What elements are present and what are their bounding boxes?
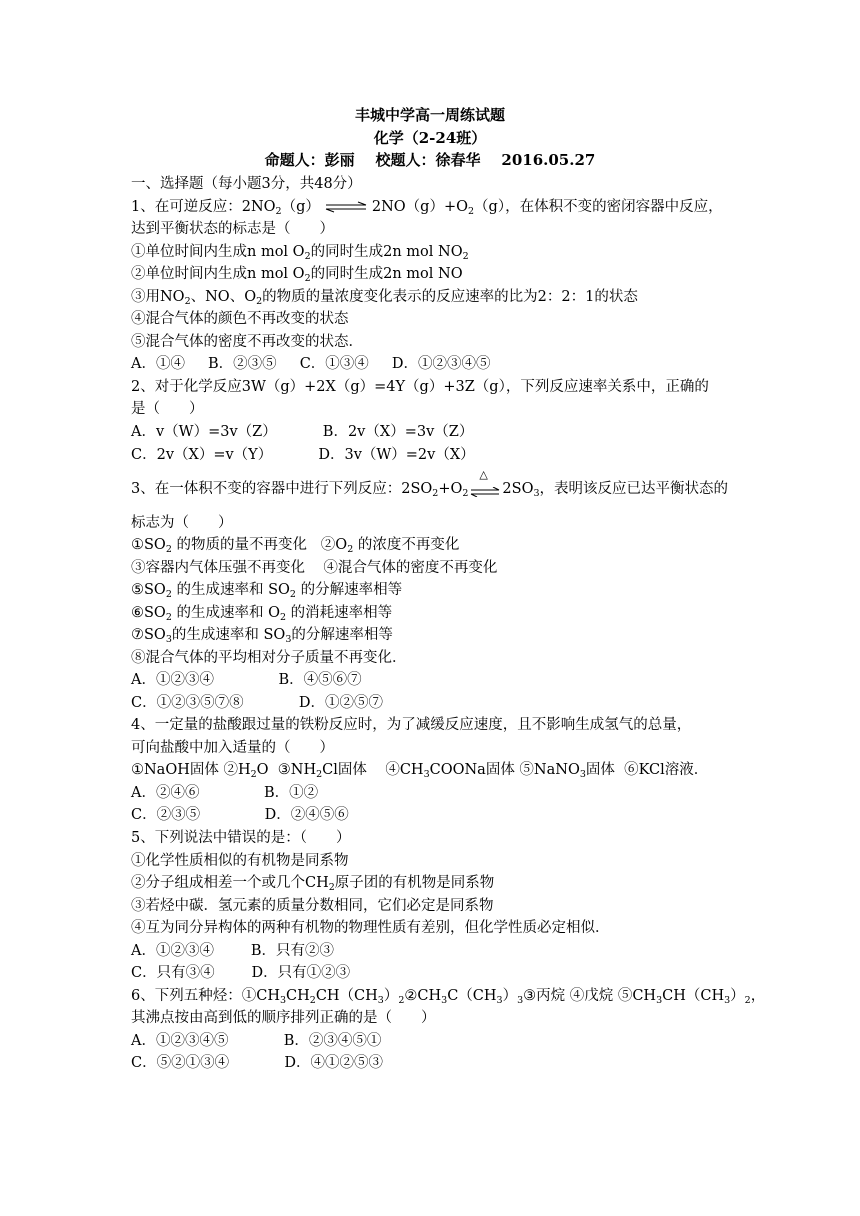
reversible-arrow-icon <box>324 201 368 213</box>
q5-option-1: ①化学性质相似的有机物是同系物 <box>131 853 349 869</box>
q1-stem: 1、在可逆反应：$2NO_2(g)$ $2NO(g)+O_2(g)$，在体积不变的密闭容器中反应， <box>131 199 723 217</box>
q6-stem-line2: 其沸点按由高到低的顺序排列正确的是（ ） <box>131 1010 436 1026</box>
q1-stem-line2: 达到平衡状态的标志是（ ） <box>131 221 334 237</box>
q5-stem: 5、下列说法中错误的是：（ ） <box>131 830 351 846</box>
q3-choices-cd: C．①②③⑤⑦⑧ D．①②⑤⑦ <box>131 695 384 711</box>
q3-option-3-4: ③容器内气体压强不再变化 ④混合气体的密度不再变化 <box>131 560 498 576</box>
q3-option-1-2: $①SO_2$ 的物质的量不再变化 $②O_2$ 的浓度不再变化 <box>131 537 460 555</box>
q3-stem-line2: 标志为（ ） <box>131 515 233 531</box>
q1-choices: A．①④ B．②③⑤ C．①③④ D．①②③④⑤ <box>131 356 491 372</box>
q5-choices-ab: A．①②③④ B．只有②③ <box>131 943 334 959</box>
exam-subtitle: 化学（2-24班） <box>373 129 487 147</box>
q5-choices-cd: C．只有③④ D．只有①②③ <box>131 965 351 981</box>
q5-option-3: ③若烃中碳．氢元素的质量分数相同，它们必定是同系物 <box>131 898 494 914</box>
q6-choices-cd: C．⑤②①③④ D．④①②⑤③ <box>131 1055 384 1071</box>
reversible-arrow-icon <box>470 487 500 497</box>
q1-option-3: ③用$NO_2$、NO、$O_2$的物质的量浓度变化表示的反应速率的比为2：2：1的状态 <box>131 289 638 307</box>
section-heading: 一、选择题（每小题3分，共48分） <box>131 176 362 192</box>
q2-stem: 2、对于化学反应3W（g）+2X（g）=4Y（g）+3Z（g），下列反应速率关系中，正确的 <box>131 379 709 395</box>
reaction-condition <box>470 468 500 500</box>
heat-triangle-icon: △ <box>479 468 488 481</box>
q4-choices-cd: C．②③⑤ D．②④⑤⑥ <box>131 807 349 823</box>
q3-stem: 3、在一体积不变的容器中进行下列反应：$2SO_2+O_2$ △ $2SO_3$，表明该反应已达平衡状态的 <box>131 468 729 499</box>
q1-option-2: ②单位时间内生成n mol $O_2$的同时生成2n mol NO <box>131 266 463 284</box>
exam-title: 丰城中学高一周练试题 <box>354 106 505 124</box>
q1-option-5: ⑤混合气体的密度不再改变的状态． <box>131 334 363 350</box>
q1-option-4: ④混合气体的颜色不再改变的状态 <box>131 311 349 327</box>
q4-choices-ab: A．②④⑥ B．①② <box>131 785 319 801</box>
exam-authors: 命题人：彭丽 校题人：徐春华 2016.05.27 <box>264 151 596 169</box>
q3-option-8: ⑧混合气体的平均相对分子质量不再变化． <box>131 650 407 666</box>
q2-choices-ab: A．v（W）=3v（Z） B．2v（X）=3v（Z） <box>131 424 474 440</box>
q6-stem: 6、下列五种烃：$①CH_3CH_2CH(CH_3)_2②CH_3C(CH_3)_3③$丙烷 ④戊烷 $⑤CH_3CH(CH_3)_2$， <box>131 988 766 1006</box>
q3-option-7: $⑦SO_3$的生成速率和 $SO_3$的分解速率相等 <box>131 627 393 645</box>
q4-options: ①NaOH固体 $②H_2O$ $③NH_2Cl$固体 $④CH_3COONa$固体 ⑤NaNO$_3$固体 ⑥KCl溶液． <box>131 762 709 780</box>
q3-option-6: $⑥SO_2$ 的生成速率和 $O_2$ 的消耗速率相等 <box>131 605 393 623</box>
q5-option-2: ②分子组成相差一个或几个$CH_2$原子团的有机物是同系物 <box>131 875 495 893</box>
q5-option-4: ④互为同分异构体的两种有机物的物理性质有差别，但化学性质必定相似． <box>131 920 610 936</box>
q3-choices-ab: A．①②③④ B．④⑤⑥⑦ <box>131 672 362 688</box>
q4-stem-line2: 可向盐酸中加入适量的（ ） <box>131 740 334 756</box>
q6-choices-ab: A．①②③④⑤ B．②③④⑤① <box>131 1033 382 1049</box>
q2-stem-line2: 是（ ） <box>131 401 204 417</box>
q2-choices-cd: C．2v（X）=v（Y） D．3v（W）=2v（X） <box>131 447 475 463</box>
q4-stem: 4、一定量的盐酸跟过量的铁粉反应时，为了减缓反应速度，且不影响生成氢气的总量， <box>131 717 692 733</box>
q3-option-5: $⑤SO_2$ 的生成速率和 $SO_2$ 的分解速率相等 <box>131 582 403 600</box>
q1-option-1: ①单位时间内生成n mol $O_2$的同时生成2n mol $NO_2$ <box>131 244 469 262</box>
